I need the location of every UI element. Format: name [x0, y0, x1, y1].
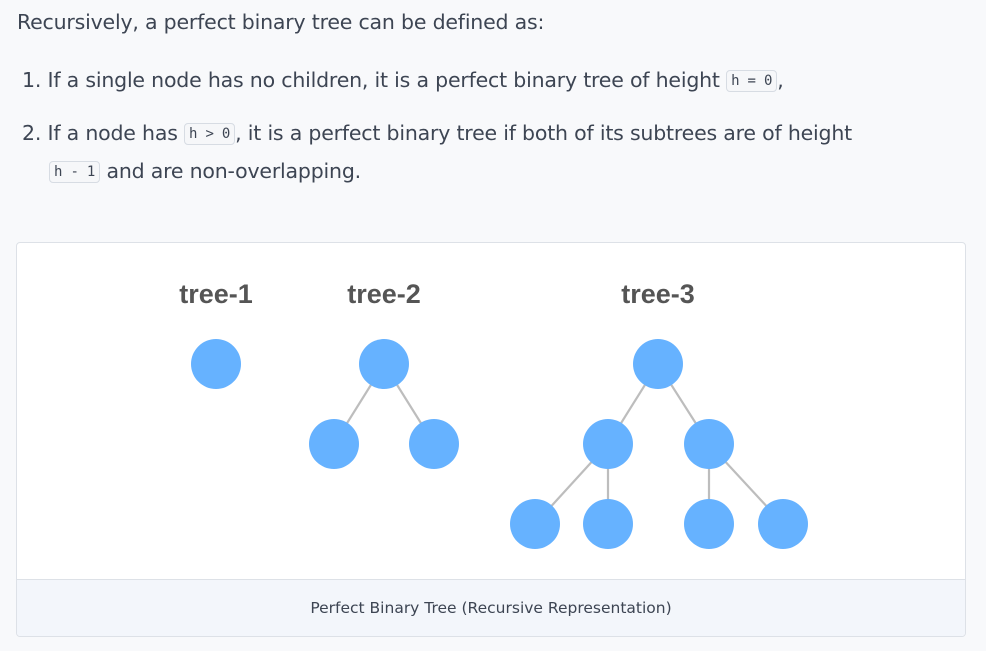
list-text-middle: , it is a perfect binary tree if both of its subtrees are of height — [235, 121, 852, 145]
tree-2-left-node — [309, 419, 359, 469]
list-item-1 — [22, 68, 784, 92]
tree-3-leaf-node — [583, 499, 633, 549]
tree-2-root-node — [359, 339, 409, 389]
tree-3-leaf-node — [758, 499, 808, 549]
nodes — [191, 339, 808, 549]
list-number: 2. — [22, 121, 42, 145]
tree-3-leaf-node — [684, 499, 734, 549]
tree-3-label: tree-3 — [621, 279, 695, 309]
list-text-after: , — [777, 68, 784, 92]
tree-3-leaf-node — [510, 499, 560, 549]
tree-diagram — [17, 243, 965, 579]
tree-2-label: tree-2 — [347, 279, 421, 309]
inline-code: h > 0 — [184, 123, 235, 145]
tree-1-root-node — [191, 339, 241, 389]
tree-3-root-node — [633, 339, 683, 389]
tree-3-right-node — [684, 419, 734, 469]
list-item-2 — [22, 121, 852, 145]
list-number: 1. — [22, 68, 42, 92]
list-text: If a single node has no children, it is a perfect binary tree of height — [47, 68, 727, 92]
list-text-after: and are non-overlapping. — [100, 159, 361, 183]
tree-1-label: tree-1 — [179, 279, 253, 309]
inline-code: h = 0 — [726, 70, 777, 92]
figure — [16, 242, 966, 637]
intro-text: Recursively, a perfect binary tree can be defined as: — [17, 10, 545, 34]
labels — [179, 279, 695, 309]
inline-code: h - 1 — [49, 161, 100, 183]
tree-3-left-node — [583, 419, 633, 469]
list-item-2-continued — [49, 159, 361, 183]
figure-caption: Perfect Binary Tree (Recursive Representation) — [17, 579, 965, 637]
list-text: If a node has — [47, 121, 184, 145]
tree-2-right-node — [409, 419, 459, 469]
